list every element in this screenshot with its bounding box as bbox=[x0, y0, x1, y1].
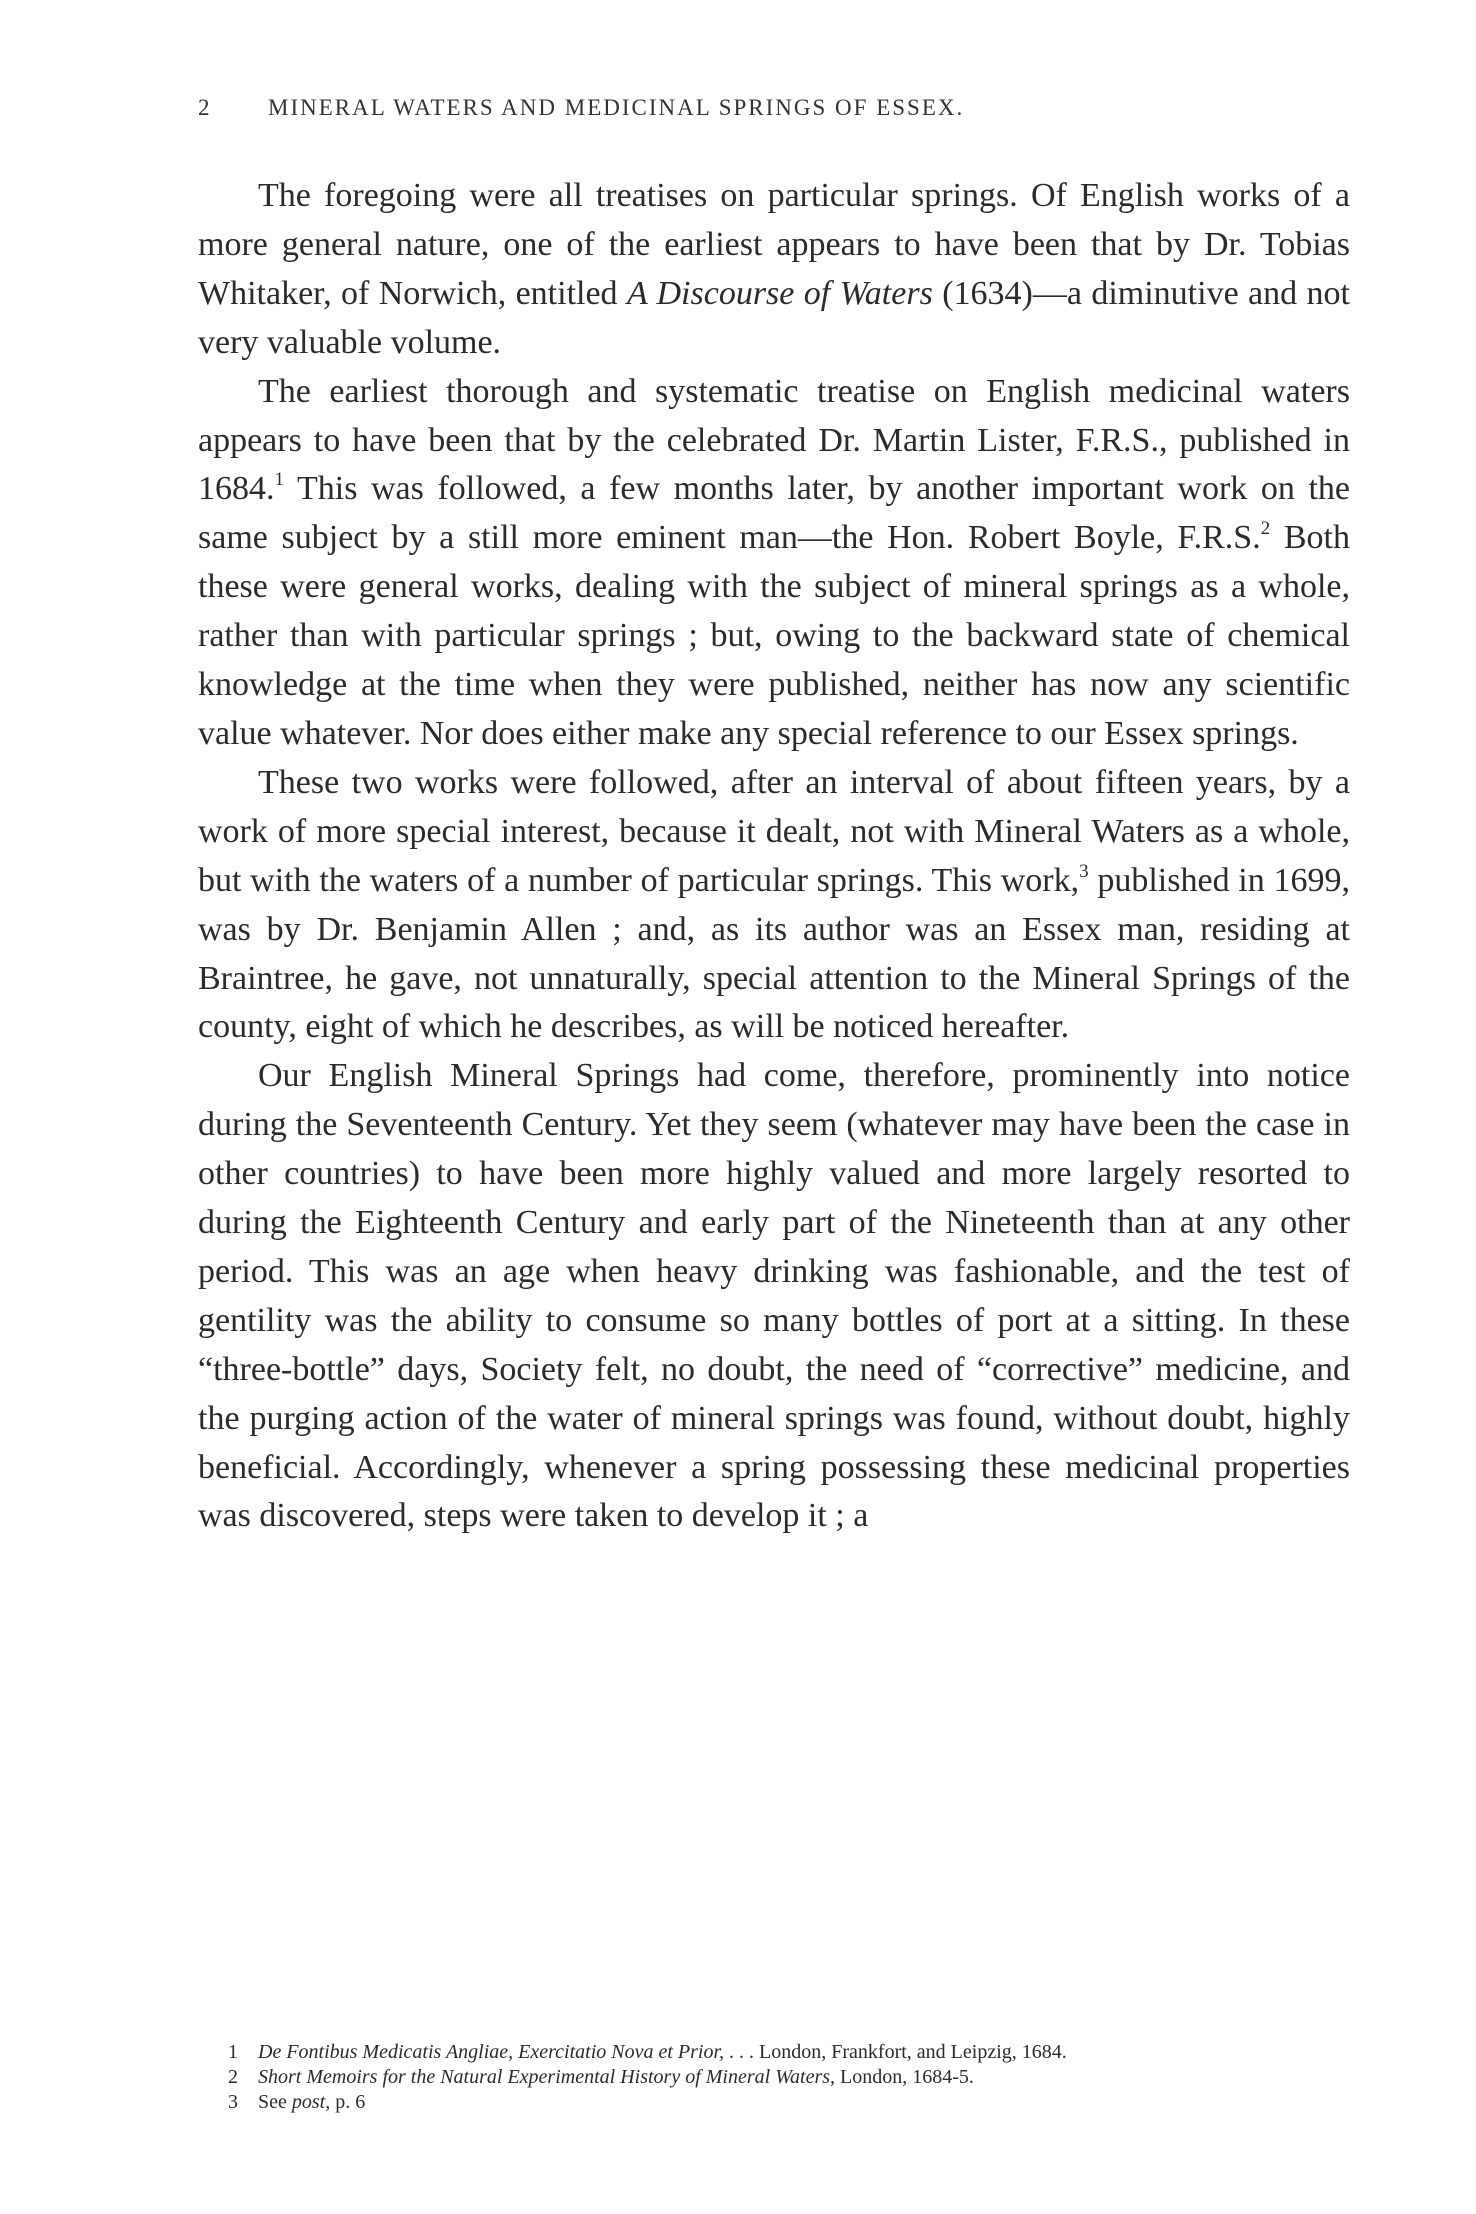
paragraph bbox=[198, 368, 1350, 759]
paragraph-text: These two works were followed, after an interval of about fifteen years, by a work of more special interest, because it dealt, not with Mineral Waters as a whole, but with the waters of a number of particular springs. This work, bbox=[198, 763, 1350, 899]
footnote-ref: 3 bbox=[1079, 860, 1089, 882]
footnote-text: See bbox=[258, 2091, 292, 2113]
footnote-title-italic: post, bbox=[291, 2091, 331, 2113]
footnote-text: p. 6 bbox=[330, 2091, 366, 2113]
paragraph-text: Both these were general works, dealing with the subject of mineral springs as a whole, rather than with particular springs ; but, owing to the backward state of chemical knowledge at the time when they were published, neither has now any scientific value whatever. Nor does either make any special reference to our Essex springs. bbox=[198, 519, 1350, 752]
footnote-number: 3 bbox=[228, 2091, 238, 2113]
footnote-text: London, 1684-5. bbox=[835, 2066, 974, 2088]
paragraph-text: published in 1699, was by Dr. Benjamin Allen ; and, as its author was an Essex man, residing at Braintree, he gave, not unnaturally, special attention to the Mineral Springs of the county, eight of which he describes, as will be noticed hereafter. bbox=[198, 861, 1350, 1046]
footnote bbox=[198, 2040, 1350, 2065]
running-title: MINERAL WATERS AND MEDICINAL SPRINGS OF ESSEX. bbox=[268, 95, 965, 120]
footnote-number: 1 bbox=[228, 2041, 238, 2063]
paragraph bbox=[198, 759, 1350, 1052]
paragraph bbox=[198, 1052, 1350, 1541]
paragraph-text: The foregoing were all treatises on particular springs. Of English works of a more general nature, one of the earliest appears to have been that by Dr. Tobias Whitaker, of Norwich, entitled bbox=[198, 177, 1350, 312]
paragraph-text: (1634)—a diminutive and not very valuable volume. bbox=[198, 274, 1350, 361]
running-head bbox=[198, 95, 1348, 121]
page-number: 2 bbox=[198, 95, 212, 120]
footnote bbox=[198, 2065, 1350, 2090]
body-text bbox=[198, 172, 1350, 1541]
paragraph bbox=[198, 172, 1350, 368]
footnote bbox=[198, 2090, 1350, 2115]
footnote-ref: 1 bbox=[274, 469, 284, 491]
paragraph-text: The earliest thorough and systematic treatise on English medicinal waters appears to have been that by the celebrated Dr. Martin Lister, F.R.S., published in 1684. bbox=[198, 372, 1350, 508]
footnote-title-italic: De Fontibus Medicatis Angliae, Exercitatio Nova et Prior, bbox=[258, 2041, 725, 2063]
book-title-italic: A Discourse of Waters bbox=[626, 274, 933, 312]
paragraph-text: This was followed, a few months later, by another important work on the same subject by a still more eminent man—the Hon. Robert Boyle, F.R.S. bbox=[198, 470, 1350, 557]
footnotes bbox=[198, 2040, 1350, 2115]
footnote-title-italic: Short Memoirs for the Natural Experimental History of Mineral Waters, bbox=[258, 2066, 836, 2088]
paragraph-text: Our English Mineral Springs had come, therefore, prominently into notice during the Seventeenth Century. Yet they seem (whatever may have been the case in other countries) to have been more highly valued and more largely resorted to during the Eighteenth Century and early part of the Nineteenth than at any other period. This was an age when heavy drinking was fashionable, and the test of gentility was the ability to consume so many bottles of port at a sitting. In these “three-bottle” days, Society felt, no doubt, the need of “corrective” medicine, and the purging action of the water of mineral springs was found, without doubt, highly beneficial. Accordingly, whenever a spring possessing these medicinal properties was discovered, steps were taken to develop it ; a bbox=[198, 1057, 1350, 1535]
footnote-text: . . . London, Frankfort, and Leipzig, 1684. bbox=[724, 2041, 1067, 2063]
footnote-number: 2 bbox=[228, 2066, 238, 2088]
footnote-ref: 2 bbox=[1260, 518, 1271, 540]
